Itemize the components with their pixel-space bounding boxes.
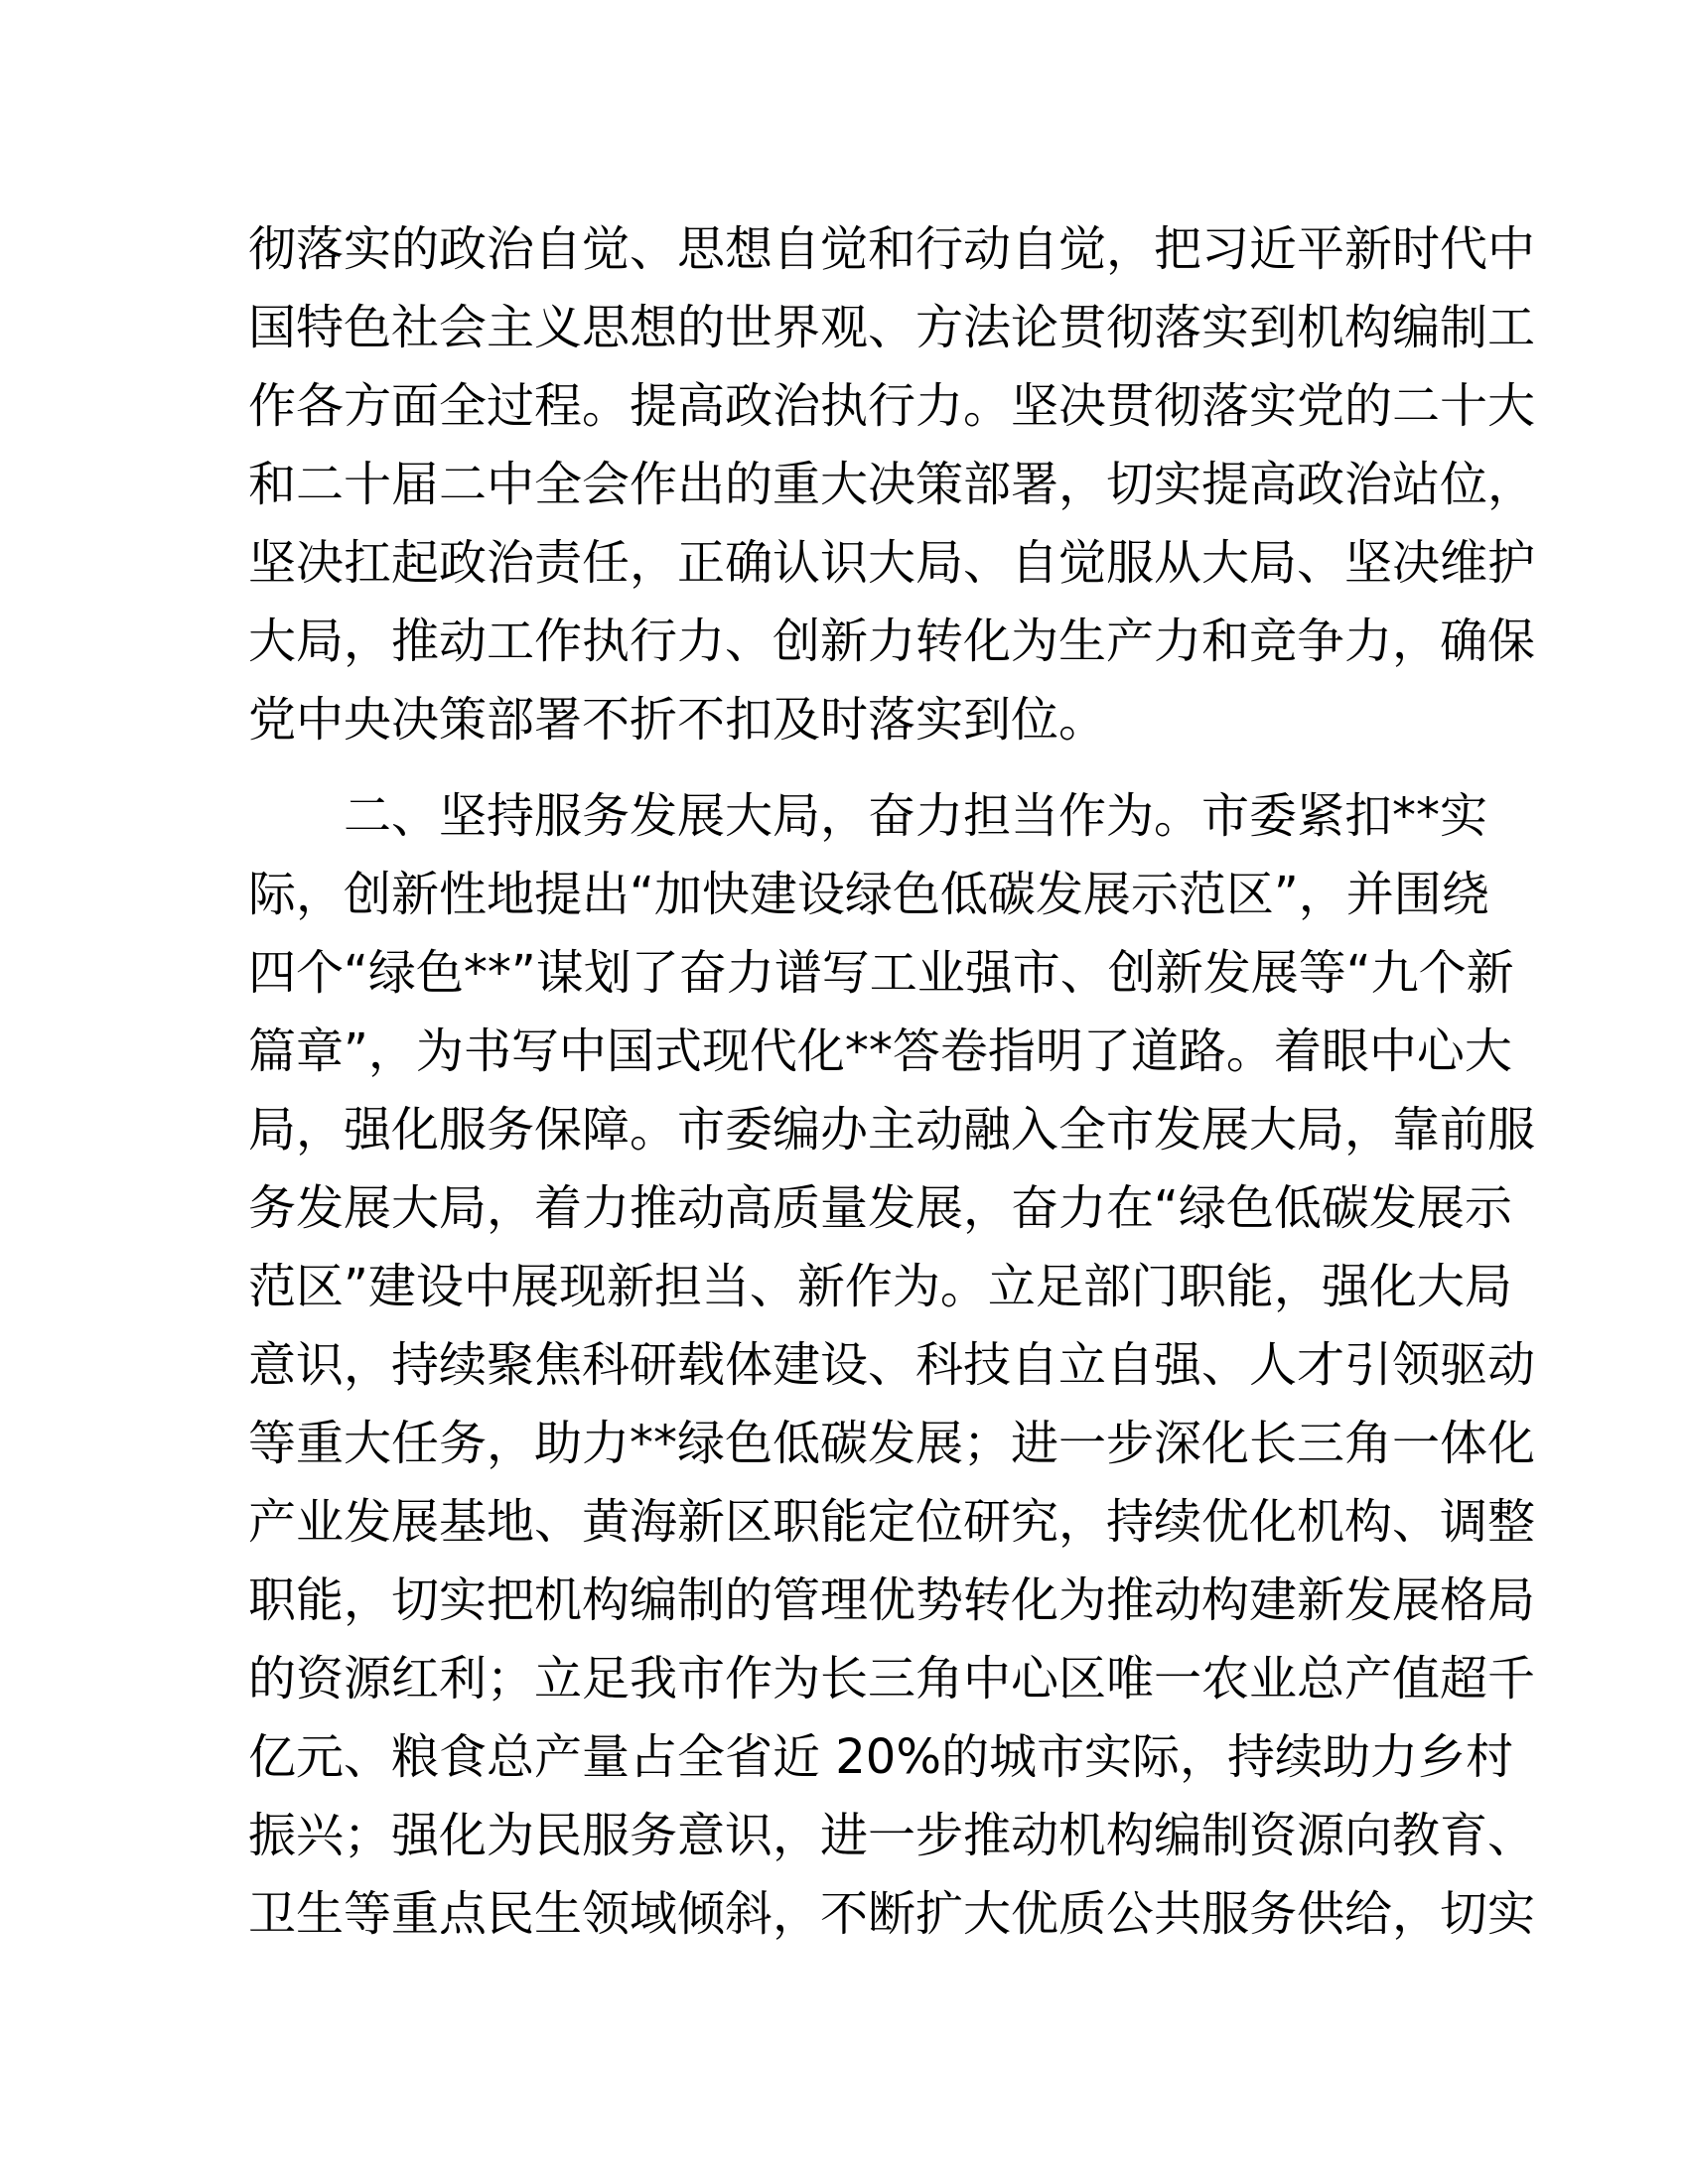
paragraph-line: 四个“绿色**”谋划了奋力谱写工业强市、创新发展等“九个新 bbox=[248, 945, 1514, 1001]
paragraph-line: 亿元、粮食总产量占全省近 20%的城市实际，持续助力乡村 bbox=[248, 1729, 1513, 1785]
paragraph-line: 局，强化服务保障。市委编办主动融入全市发展大局，靠前服 bbox=[248, 1102, 1536, 1158]
paragraph-line: 务发展大局，着力推动高质量发展，奋力在“绿色低碳发展示 bbox=[248, 1180, 1512, 1236]
paragraph-spacer bbox=[248, 759, 1440, 777]
paragraph-line: 坚决扛起政治责任，正确认识大局、自觉服从大局、坚决维护 bbox=[248, 535, 1536, 591]
paragraph-line: 等重大任务，助力**绿色低碳发展；进一步深化长三角一体化 bbox=[248, 1416, 1536, 1471]
paragraph-line: 的资源红利；立足我市作为长三角中心区唯一农业总产值超千 bbox=[248, 1651, 1536, 1706]
paragraph-line: 意识，持续聚焦科研载体建设、科技自立自强、人才引领驱动 bbox=[248, 1337, 1536, 1393]
paragraph-2 bbox=[248, 777, 1536, 1954]
paragraph-line: 党中央决策部署不折不扣及时落实到位。 bbox=[248, 692, 1107, 748]
paragraph-line: 职能，切实把机构编制的管理优势转化为推动构建新发展格局 bbox=[248, 1572, 1536, 1628]
paragraph-line: 产业发展基地、黄海新区职能定位研究，持续优化机构、调整 bbox=[248, 1494, 1536, 1550]
paragraph-line: 篇章”，为书写中国式现代化**答卷指明了道路。着眼中心大 bbox=[248, 1024, 1512, 1079]
paragraph-line: 范区”建设中展现新担当、新作为。立足部门职能，强化大局 bbox=[248, 1259, 1512, 1314]
paragraph-line: 作各方面全过程。提高政治执行力。坚决贯彻落实党的二十大 bbox=[248, 378, 1536, 434]
document-body bbox=[248, 210, 1536, 1954]
paragraph-line: 国特色社会主义思想的世界观、方法论贯彻落实到机构编制工 bbox=[248, 300, 1536, 355]
paragraph-1 bbox=[248, 210, 1536, 759]
paragraph-line: 二、坚持服务发展大局，奋力担当作为。市委紧扣**实 bbox=[344, 788, 1488, 844]
paragraph-line: 际，创新性地提出“加快建设绿色低碳发展示范区”，并围绕 bbox=[248, 867, 1489, 922]
paragraph-line: 振兴；强化为民服务意识，进一步推动机构编制资源向教育、 bbox=[248, 1808, 1536, 1863]
paragraph-line: 大局，推动工作执行力、创新力转化为生产力和竞争力，确保 bbox=[248, 614, 1536, 669]
paragraph-line: 卫生等重点民生领域倾斜，不断扩大优质公共服务供给，切实 bbox=[248, 1886, 1536, 1942]
paragraph-line: 彻落实的政治自觉、思想自觉和行动自觉，把习近平新时代中 bbox=[248, 221, 1536, 277]
paragraph-line: 和二十届二中全会作出的重大决策部署，切实提高政治站位， bbox=[248, 457, 1536, 512]
